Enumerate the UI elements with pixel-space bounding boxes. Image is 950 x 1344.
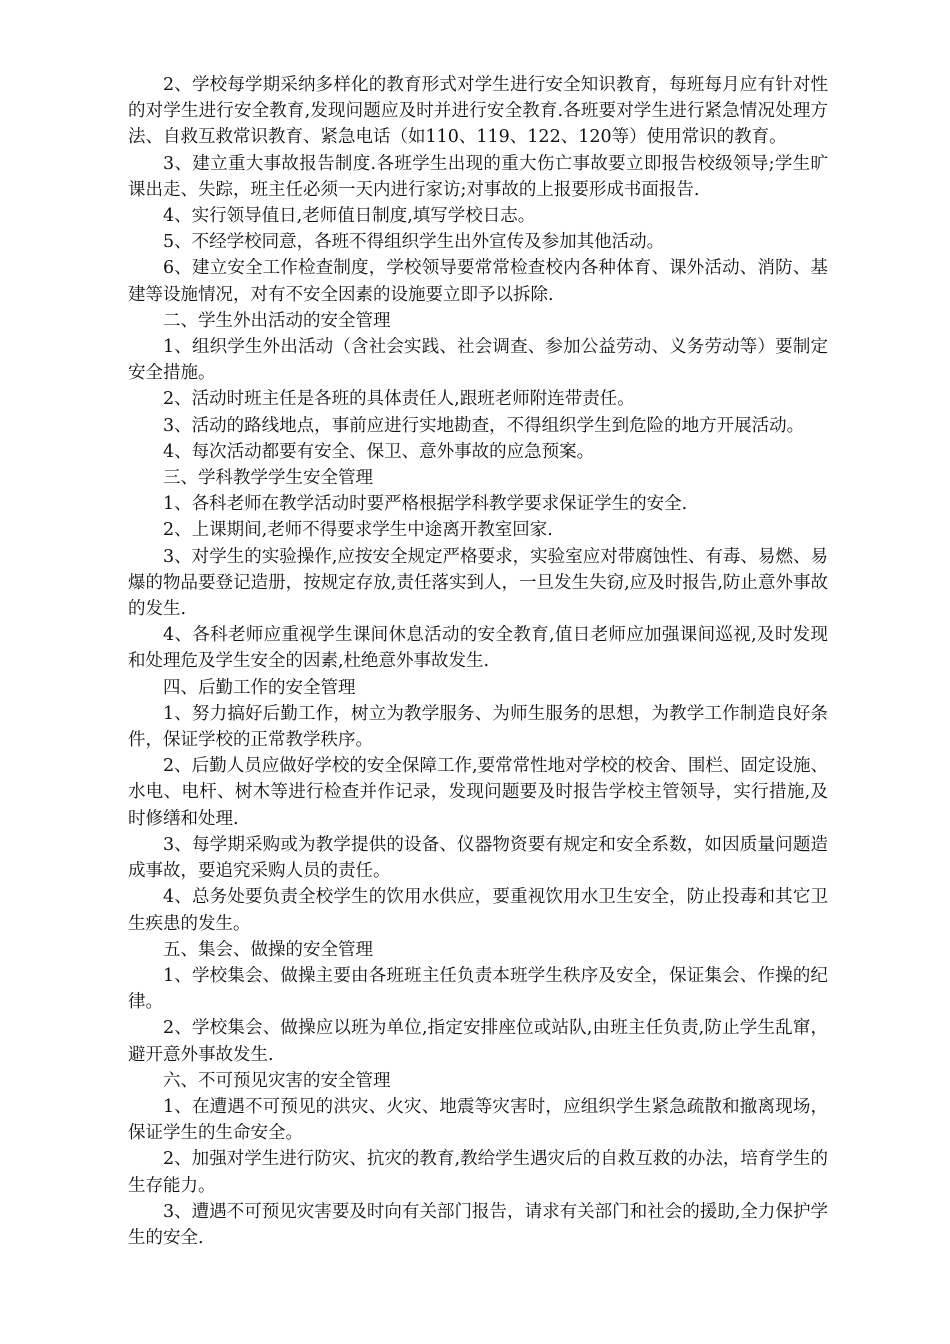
paragraph-item: 2、活动时班主任是各班的具体责任人,跟班老师附连带责任。 <box>163 389 635 410</box>
section-heading: 四、后勤工作的安全管理 <box>163 677 356 698</box>
paragraph-item: 2、后勤人员应做好学校的安全保障工作,要常常性地对学校的校舍、围栏、固定设施、水电、电杆、树木等进行检查并作记录，发现问题要及时报告学校主管领导，实行措施,及时修缮和处理. <box>128 756 828 829</box>
paragraph-item: 1、学校集会、做操主要由各班班主任负责本班学生秩序及安全，保证集会、作操的纪律。 <box>128 965 828 1013</box>
paragraph-item: 1、努力搞好后勤工作，树立为教学服务、为师生服务的思想，为教学工作制造良好条件，保证学校的正常教学秩序。 <box>128 703 828 751</box>
paragraph-item: 3、遭遇不可预见灾害要及时向有关部门报告，请求有关部门和社会的援助,全力保护学生的安全. <box>128 1201 828 1248</box>
paragraph-item: 1、各科老师在教学活动时要严格根据学科教学要求保证学生的安全. <box>163 494 688 515</box>
paragraph-item: 4、实行领导值日,老师值日制度,填写学校日志。 <box>163 206 536 227</box>
paragraph-item: 4、总务处要负责全校学生的饮用水供应，要重视饮用水卫生安全，防止投毒和其它卫生疾患的发生。 <box>128 887 828 934</box>
paragraph-item: 1、在遭遇不可预见的洪灾、火灾、地震等灾害时，应组织学生紧急疏散和撤离现场，保证学生的生命安全。 <box>128 1096 828 1144</box>
paragraph-item: 1、组织学生外出活动（含社会实践、社会调查、参加公益劳动、义务劳动等）要制定安全措施。 <box>128 337 828 384</box>
paragraph-item: 5、不经学校同意，各班不得组织学生出外宣传及参加其他活动。 <box>163 232 665 253</box>
paragraph-item: 6、建立安全工作检查制度，学校领导要常常检查校内各种体育、课外活动、消防、基建等设施情况，对有不安全因素的设施要立即予以拆除. <box>128 258 828 305</box>
section-heading: 三、学科教学学生安全管理 <box>163 468 373 489</box>
paragraph-item: 3、对学生的实验操作,应按安全规定严格要求，实验室应对带腐蚀性、有毒、易燃、易爆的物品要登记造册，按规定存放,责任落实到人，一旦发生失窃,应及时报告,防止意外事故的发生. <box>128 546 828 620</box>
paragraph-item: 3、活动的路线地点，事前应进行实地勘查，不得组织学生到危险的地方开展活动。 <box>163 415 805 436</box>
paragraph-item: 3、每学期采购或为教学提供的设备、仪器物资要有规定和安全系数，如因质量问题造成事故，要追究采购人员的责任。 <box>128 834 828 882</box>
paragraph-item: 3、建立重大事故报告制度.各班学生出现的重大伤亡事故要立即报告校级领导;学生旷课出走、失踪，班主任必须一天内进行家访;对事故的上报要形成书面报告. <box>128 153 828 200</box>
section-heading: 六、不可预见灾害的安全管理 <box>163 1070 391 1091</box>
paragraph-item: 2、加强对学生进行防灾、抗灾的教育,教给学生遇灾后的自救互救的办法，培育学生的生存能力。 <box>128 1149 828 1196</box>
paragraph-item: 4、每次活动都要有安全、保卫、意外事故的应急预案。 <box>163 441 595 462</box>
paragraph-item: 2、学校集会、做操应以班为单位,指定安排座位或站队,由班主任负责,防止学生乱窜，避开意外事故发生. <box>128 1018 828 1065</box>
section-heading: 五、集会、做操的安全管理 <box>163 939 373 960</box>
paragraph-item: 2、学校每学期采纳多样化的教育形式对学生进行安全知识教育，每班每月应有针对性的对学生进行安全教育,发现问题应及时并进行安全教育.各班要对学生进行紧急情况处理方法、自救互救常识教育、紧急电话（如110、119、122、120等）使用常识的教育。 <box>128 75 828 148</box>
paragraph-item: 4、各科老师应重视学生课间休息活动的安全教育,值日老师应加强课间巡视,及时发现和处理危及学生安全的因素,杜绝意外事故发生. <box>128 625 828 672</box>
paragraph-item: 2、上课期间,老师不得要求学生中途离开教室回家. <box>163 520 553 541</box>
section-heading: 二、学生外出活动的安全管理 <box>163 310 391 331</box>
document-body <box>128 72 828 1251</box>
